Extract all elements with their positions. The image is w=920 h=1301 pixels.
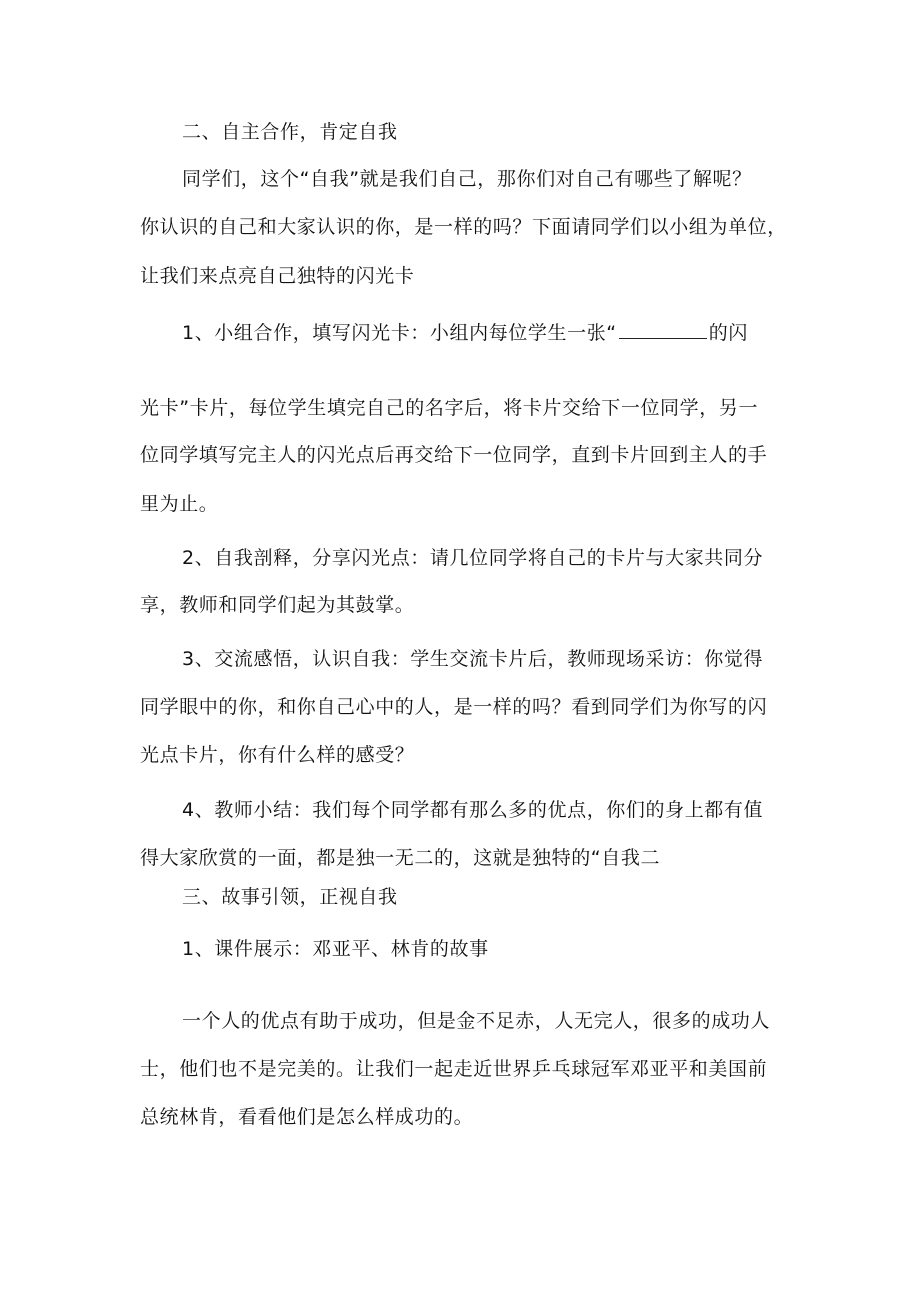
intro-line-2: 你认识的自己和大家认识的你，是一样的吗？下面请同学们以小组为单位， xyxy=(140,216,787,238)
story-line-2: 士，他们也不是完美的。让我们一起走近世界乒乓球冠军邓亚平和美国前 xyxy=(140,1058,768,1080)
fill-in-blank xyxy=(619,320,707,339)
intro-line-1: 同学们，这个“自我”就是我们自己，那你们对自己有哪些了解呢？ xyxy=(182,168,752,190)
step1-line-3: 位同学填写完主人的闪光点后再交给下一位同学，直到卡片回到主人的手 xyxy=(140,444,768,466)
step1-line-2: 光卡”卡片，每位学生填完自己的名字后，将卡片交给下一位同学，另一 xyxy=(140,397,759,419)
section-heading-2: 二、自主合作，肯定自我 xyxy=(182,121,398,143)
step3-line-2: 同学眼中的你，和你自己心中的人，是一样的吗？看到同学们为你写的闪 xyxy=(140,696,768,718)
step4-line-1: 4、教师小结：我们每个同学都有那么多的优点，你们的身上都有值 xyxy=(182,799,764,821)
step2-line-1: 2、自我剖释，分享闪光点：请几位同学将自己的卡片与大家共同分 xyxy=(182,547,764,569)
step4-line-2: 得大家欣赏的一面，都是独一无二的，这就是独特的“自我二 xyxy=(140,847,661,869)
section-heading-3: 三、故事引领，正视自我 xyxy=(182,886,398,908)
intro-line-3: 让我们来点亮自己独特的闪光卡 xyxy=(140,265,415,287)
step1-text-after-blank: 的闪 xyxy=(708,322,748,344)
step3-line-3: 光点卡片，你有什么样的感受？ xyxy=(140,744,415,766)
step2-line-2: 享，教师和同学们起为其鼓掌。 xyxy=(140,594,415,616)
story-line-3: 总统林肯，看看他们是怎么样成功的。 xyxy=(140,1106,474,1128)
story-line-1: 一个人的优点有助于成功，但是金不足赤，人无完人，很多的成功人 xyxy=(182,1010,771,1032)
courseware-line: 1、课件展示：邓亚平、林肯的故事 xyxy=(182,938,489,960)
step3-line-1: 3、交流感悟，认识自我：学生交流卡片后，教师现场采访：你觉得 xyxy=(182,648,764,670)
step1-line-1 xyxy=(182,320,748,346)
step1-line-4: 里为止。 xyxy=(140,493,219,515)
step1-text-before-blank: 1、小组合作，填写闪光卡：小组内每位学生一张“ xyxy=(182,322,617,344)
